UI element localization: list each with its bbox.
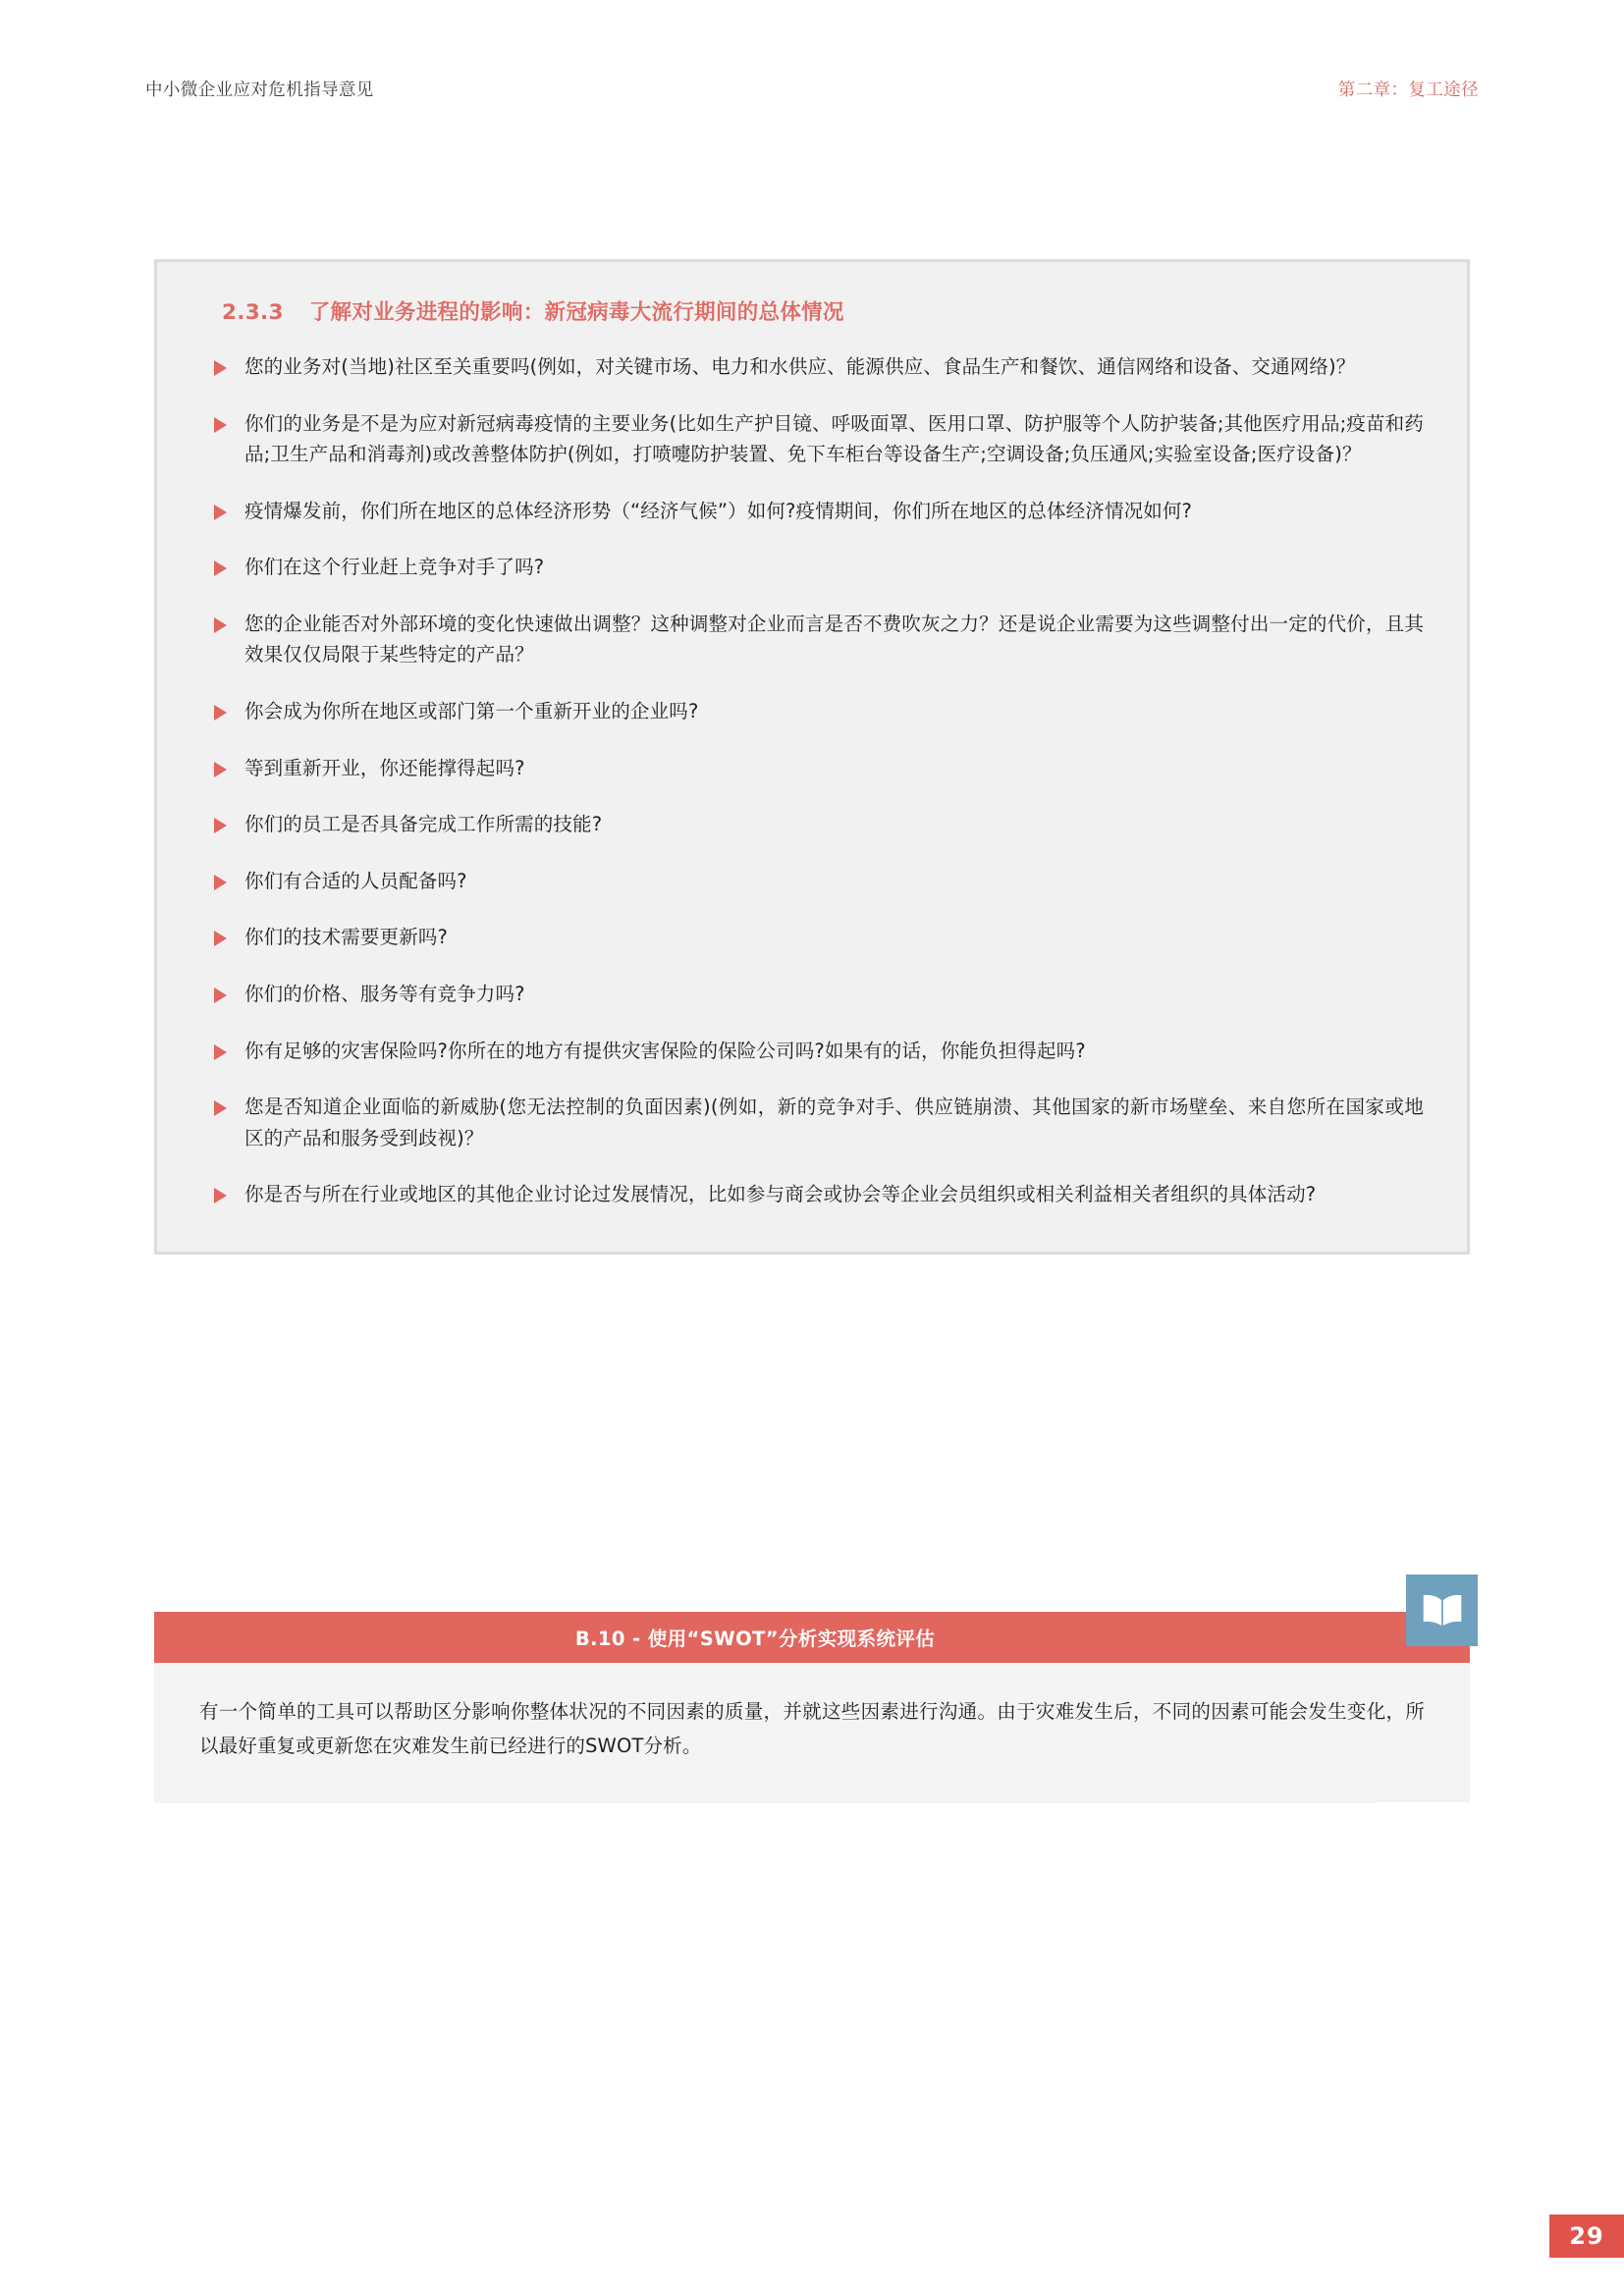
question-text: 你有足够的灾害保险吗?你所在的地方有提供灾害保险的保险公司吗?如果有的话，你能负担得起吗?: [244, 1039, 1086, 1062]
question-text: 你们有合适的人员配备吗?: [244, 869, 467, 892]
triangle-right-icon: [214, 762, 227, 777]
triangle-right-icon: [214, 988, 227, 1003]
list-item: [200, 753, 1424, 784]
question-text: 您是否知道企业面临的新威胁(您无法控制的负面因素)(例如，新的竞争对手、供应链崩溃、其他国家的新市场壁垒、来自您所在国家或地区的产品和服务受到歧视)？: [244, 1095, 1424, 1149]
b10-callout: [154, 1612, 1470, 1803]
b10-body: [154, 1663, 1470, 1803]
panel-section-number: 2.3.3: [222, 300, 284, 325]
list-item: [200, 696, 1424, 727]
question-text: 你们的员工是否具备完成工作所需的技能?: [244, 813, 603, 836]
triangle-right-icon: [214, 417, 227, 433]
triangle-right-icon: [214, 931, 227, 946]
list-item: [200, 408, 1424, 470]
triangle-right-icon: [214, 1100, 227, 1116]
triangle-right-icon: [214, 360, 227, 376]
list-item: [200, 1036, 1424, 1067]
page-number-badge: [1549, 2215, 1624, 2258]
triangle-right-icon: [214, 705, 227, 721]
open-book-icon: [1406, 1575, 1478, 1646]
running-header-chapter: 第二章：复工途径: [1337, 80, 1479, 100]
list-item: [200, 496, 1424, 527]
list-item: [200, 1179, 1424, 1210]
list-item: [200, 552, 1424, 583]
running-header-left-title: 中小微企业应对危机指导意见: [145, 80, 374, 100]
list-item: [200, 1092, 1424, 1153]
page-number-value: 29: [1569, 2222, 1604, 2250]
triangle-right-icon: [214, 617, 227, 633]
triangle-right-icon: [214, 818, 227, 833]
list-item: [200, 351, 1424, 383]
triangle-right-icon: [214, 561, 227, 576]
question-text: 您的业务对(当地)社区至关重要吗(例如，对关键市场、电力和水供应、能源供应、食品生产和餐饮、通信网络和设备、交通网络)？: [244, 355, 1356, 378]
question-text: 你们的价格、服务等有竞争力吗?: [244, 982, 525, 1005]
list-item: [200, 979, 1424, 1010]
list-item: [200, 922, 1424, 953]
panel-section-title: [222, 295, 1424, 326]
question-text: 你是否与所在行业或地区的其他企业讨论过发展情况，比如参与商会或协会等企业会员组织或相关利益相关者组织的具体活动?: [244, 1183, 1317, 1206]
question-text: 疫情爆发前，你们所在地区的总体经济形势（“经济气候”）如何?疫情期间，你们所在地区的总体经济情况如何?: [244, 499, 1193, 522]
question-text: 你们的业务是不是为应对新冠病毒疫情的主要业务(比如生产护目镜、呼吸面罩、医用口罩、防护服等个人防护装备;其他医疗用品;疫苗和药品;卫生产品和消毒剂)或改善整体防护(例如，打喷嚏防护装置、免下车柜台等设备生产;空调设备;负压通风;实验室设备;医疗设备)？: [244, 411, 1424, 466]
b10-corner-notch: [1376, 1802, 1470, 1819]
running-header: [0, 77, 1624, 106]
triangle-right-icon: [214, 875, 227, 890]
question-text: 您的企业能否对外部环境的变化快速做出调整？这种调整对企业而言是否不费吹灰之力？还是说企业需要为这些调整付出一定的代价，且其效果仅仅局限于某些特定的产品？: [244, 612, 1424, 667]
question-text: 你们在这个行业赶上竞争对手了吗?: [244, 556, 545, 579]
list-item: [200, 866, 1424, 897]
question-text: 你会成为你所在地区或部门第一个重新开业的企业吗?: [244, 700, 699, 723]
b10-banner-label: B.10 - 使用“SWOT”分析实现系统评估: [574, 1628, 936, 1650]
questions-panel: [154, 259, 1470, 1255]
triangle-right-icon: [214, 1044, 227, 1060]
question-text: 等到重新开业，你还能撑得起吗?: [244, 756, 525, 779]
b10-banner: [154, 1612, 1470, 1663]
question-list: [200, 351, 1424, 1210]
question-text: 你们的技术需要更新吗?: [244, 926, 448, 949]
list-item: [200, 809, 1424, 840]
triangle-right-icon: [214, 505, 227, 520]
panel-section-title-text: 了解对业务进程的影响：新冠病毒大流行期间的总体情况: [308, 300, 844, 325]
triangle-right-icon: [214, 1188, 227, 1203]
b10-body-text: 有一个简单的工具可以帮助区分影响你整体状况的不同因素的质量，并就这些因素进行沟通。由于灾难发生后，不同的因素可能会发生变化，所以最好重复或更新您在灾难发生前已经进行的SWOT分析。: [199, 1700, 1425, 1758]
list-item: [200, 609, 1424, 670]
